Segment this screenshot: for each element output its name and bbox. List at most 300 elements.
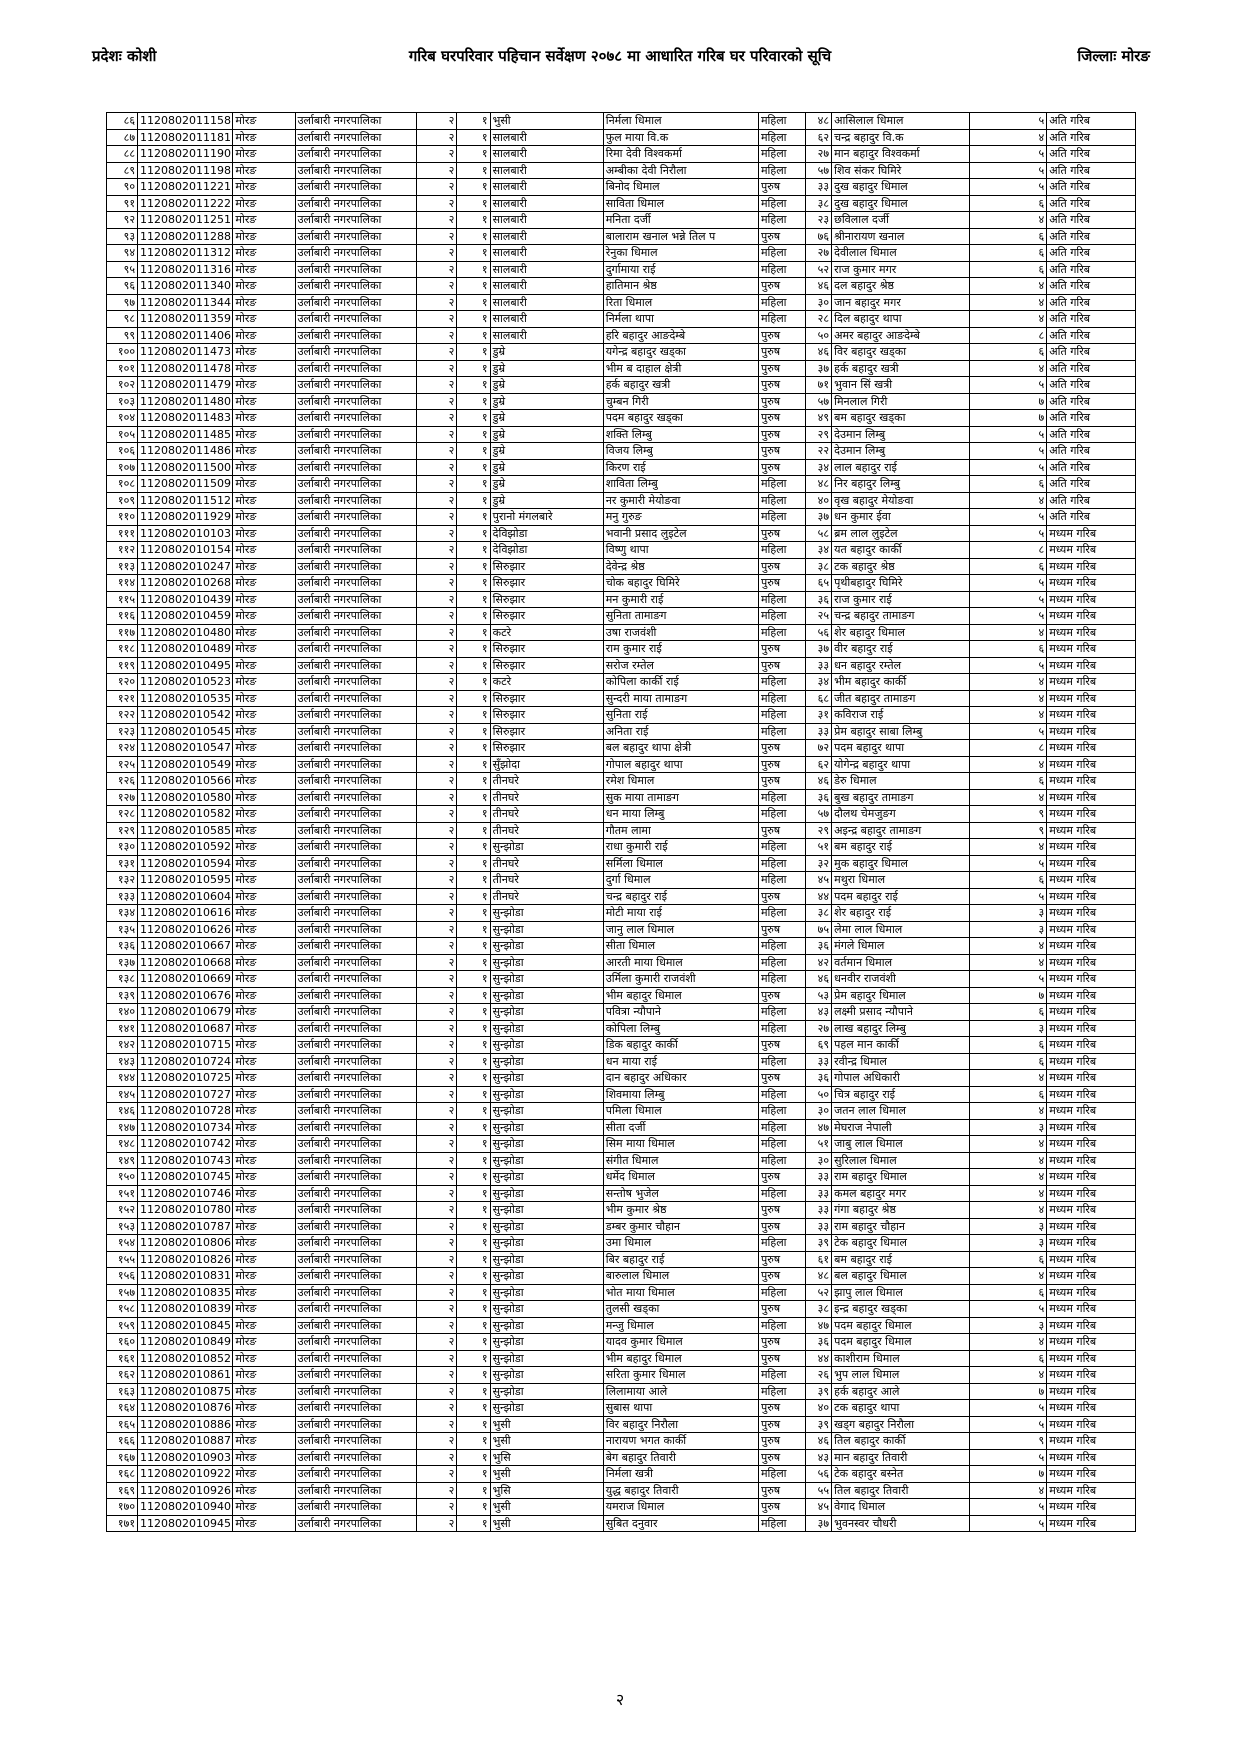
ward-cell: २ (417, 492, 457, 509)
age-cell: ५६ (805, 624, 832, 641)
serial-no-cell: १५१ (107, 1185, 138, 1202)
tole-cell: सुन्झोडा (490, 1152, 603, 1169)
serial-no-cell: ११८ (107, 641, 138, 658)
father-name-cell: अइन्द्र बहादुर तामाङग (832, 822, 969, 839)
poverty-category-cell: मध्यम गरिब (1047, 1284, 1136, 1301)
gender-cell: महिला (758, 542, 805, 559)
serial-no-cell: ११४ (107, 575, 138, 592)
father-name-cell: मान बहादुर विश्वकर्मा (832, 146, 969, 163)
age-cell: ५७ (805, 162, 832, 179)
respondent-name-cell: भीम कुमार श्रेष्ठ (603, 1202, 758, 1219)
respondent-name-cell: बिर बहादुर राई (603, 1251, 758, 1268)
table-row (107, 1235, 1136, 1252)
serial-no-cell: १३५ (107, 921, 138, 938)
family-size-cell: ९ (969, 822, 1047, 839)
sub-ward-cell: १ (457, 1235, 490, 1252)
respondent-name-cell: मनिता दर्जी (603, 212, 758, 229)
ward-cell: २ (417, 806, 457, 823)
table-row (107, 1433, 1136, 1450)
gender-cell: पुरुष (758, 1334, 805, 1351)
gender-cell: पुरुष (758, 179, 805, 196)
tole-cell: सिरुझार (490, 641, 603, 658)
respondent-name-cell: बिनोद धिमाल (603, 179, 758, 196)
family-size-cell: ५ (969, 1400, 1047, 1417)
household-id-cell: 1120802011480 (138, 393, 233, 410)
sub-ward-cell: १ (457, 657, 490, 674)
poverty-category-cell: मध्यम गरिब (1047, 1499, 1136, 1516)
poverty-category-cell: मध्यम गरिब (1047, 1449, 1136, 1466)
age-cell: ३७ (805, 360, 832, 377)
tole-cell: सिरुझार (490, 575, 603, 592)
poverty-category-cell: मध्यम गरिब (1047, 1169, 1136, 1186)
table-row (107, 377, 1136, 394)
family-size-cell: ५ (969, 443, 1047, 460)
table-row (107, 1301, 1136, 1318)
district-cell: मोरङ (233, 377, 295, 394)
age-cell: ४९ (805, 410, 832, 427)
father-name-cell: पदम बहादुर धिमाल (832, 1334, 969, 1351)
district-label: जिल्लाः मोरङ (1077, 47, 1150, 65)
ward-cell: २ (417, 542, 457, 559)
age-cell: ३६ (805, 938, 832, 955)
gender-cell: महिला (758, 591, 805, 608)
respondent-name-cell: सिम माया धिमाल (603, 1136, 758, 1153)
household-id-cell: 1120802011512 (138, 492, 233, 509)
table-row (107, 822, 1136, 839)
father-name-cell: मुक बहादुर धिमाल (832, 855, 969, 872)
age-cell: २७ (805, 245, 832, 262)
ward-cell: २ (417, 476, 457, 493)
respondent-name-cell: राम कुमार राई (603, 641, 758, 658)
poverty-category-cell: मध्यम गरिब (1047, 1251, 1136, 1268)
district-cell: मोरङ (233, 591, 295, 608)
ward-cell: २ (417, 773, 457, 790)
age-cell: ५२ (805, 261, 832, 278)
household-id-cell: 1120802010852 (138, 1350, 233, 1367)
serial-no-cell: १३० (107, 839, 138, 856)
gender-cell: महिला (758, 294, 805, 311)
district-cell: मोरङ (233, 1334, 295, 1351)
poverty-category-cell: मध्यम गरिब (1047, 1070, 1136, 1087)
ward-cell: २ (417, 1070, 457, 1087)
serial-no-cell: १०९ (107, 492, 138, 509)
respondent-name-cell: युद्ध बहादुर तिवारी (603, 1482, 758, 1499)
municipality-cell: उर्लाबारी नगरपालिका (295, 327, 417, 344)
gender-cell: पुरुष (758, 740, 805, 757)
household-id-cell: 1120802010459 (138, 608, 233, 625)
age-cell: ३७ (805, 1515, 832, 1532)
age-cell: ३८ (805, 558, 832, 575)
poverty-category-cell: अति गरिब (1047, 426, 1136, 443)
municipality-cell: उर्लाबारी नगरपालिका (295, 542, 417, 559)
age-cell: ३३ (805, 723, 832, 740)
gender-cell: पुरुष (758, 1449, 805, 1466)
municipality-cell: उर्लाबारी नगरपालिका (295, 261, 417, 278)
poverty-category-cell: अति गरिब (1047, 311, 1136, 328)
respondent-name-cell: बारुलाल धिमाल (603, 1268, 758, 1285)
municipality-cell: उर्लाबारी नगरपालिका (295, 1119, 417, 1136)
poverty-category-cell: मध्यम गरिब (1047, 1268, 1136, 1285)
household-table (106, 112, 1136, 1532)
poverty-category-cell: मध्यम गरिब (1047, 674, 1136, 691)
serial-no-cell: १६२ (107, 1367, 138, 1384)
age-cell: ३९ (805, 1416, 832, 1433)
municipality-cell: उर्लाबारी नगरपालिका (295, 806, 417, 823)
family-size-cell: ४ (969, 492, 1047, 509)
gender-cell: पुरुष (758, 1251, 805, 1268)
respondent-name-cell: देवेन्द्र श्रेष्ठ (603, 558, 758, 575)
municipality-cell: उर्लाबारी नगरपालिका (295, 1185, 417, 1202)
household-id-cell: 1120802010616 (138, 905, 233, 922)
district-cell: मोरङ (233, 311, 295, 328)
respondent-name-cell: डिक बहादुर कार्की (603, 1037, 758, 1054)
municipality-cell: उर्लाबारी नगरपालिका (295, 1499, 417, 1516)
household-id-cell: 1120802010787 (138, 1218, 233, 1235)
poverty-category-cell: मध्यम गरिब (1047, 1004, 1136, 1021)
household-id-cell: 1120802011483 (138, 410, 233, 427)
family-size-cell: ४ (969, 756, 1047, 773)
poverty-category-cell: मध्यम गरिब (1047, 1103, 1136, 1120)
gender-cell: महिला (758, 1235, 805, 1252)
poverty-category-cell: मध्यम गरिब (1047, 789, 1136, 806)
ward-cell: २ (417, 1466, 457, 1483)
serial-no-cell: ९३ (107, 228, 138, 245)
poverty-category-cell: मध्यम गरिब (1047, 525, 1136, 542)
age-cell: ४८ (805, 476, 832, 493)
sub-ward-cell: १ (457, 608, 490, 625)
sub-ward-cell: १ (457, 641, 490, 658)
household-id-cell: 1120802010745 (138, 1169, 233, 1186)
serial-no-cell: १०४ (107, 410, 138, 427)
family-size-cell: ४ (969, 1169, 1047, 1186)
district-cell: मोरङ (233, 1301, 295, 1318)
tole-cell: सिरुझार (490, 657, 603, 674)
poverty-category-cell: अति गरिब (1047, 492, 1136, 509)
father-name-cell: चन्द्र बहादुर वि.क (832, 129, 969, 146)
family-size-cell: ६ (969, 1037, 1047, 1054)
father-name-cell: राम बहादुर चौहान (832, 1218, 969, 1235)
sub-ward-cell: १ (457, 987, 490, 1004)
father-name-cell: भीम बहादुर कार्की (832, 674, 969, 691)
municipality-cell: उर्लाबारी नगरपालिका (295, 1136, 417, 1153)
father-name-cell: यत बहादुर कार्की (832, 542, 969, 559)
serial-no-cell: १६७ (107, 1449, 138, 1466)
municipality-cell: उर्लाबारी नगरपालिका (295, 1053, 417, 1070)
ward-cell: २ (417, 1383, 457, 1400)
district-cell: मोरङ (233, 1086, 295, 1103)
household-id-cell: 1120802010715 (138, 1037, 233, 1054)
sub-ward-cell: १ (457, 459, 490, 476)
father-name-cell: राम बहादुर धिमाल (832, 1169, 969, 1186)
family-size-cell: ६ (969, 245, 1047, 262)
father-name-cell: सुरिलाल धिमाल (832, 1152, 969, 1169)
age-cell: ५० (805, 327, 832, 344)
municipality-cell: उर्लाबारी नगरपालिका (295, 839, 417, 856)
father-name-cell: छविलाल दर्जी (832, 212, 969, 229)
household-id-cell: 1120802010875 (138, 1383, 233, 1400)
district-cell: मोरङ (233, 129, 295, 146)
ward-cell: २ (417, 1136, 457, 1153)
household-id-cell: 1120802010582 (138, 806, 233, 823)
father-name-cell: भुप लाल धिमाल (832, 1367, 969, 1384)
father-name-cell: तिल बहादुर कार्की (832, 1433, 969, 1450)
municipality-cell: उर्लाबारी नगरपालिका (295, 344, 417, 361)
respondent-name-cell: नारायण भगत कार्की (603, 1433, 758, 1450)
poverty-category-cell: अति गरिब (1047, 459, 1136, 476)
serial-no-cell: १०२ (107, 377, 138, 394)
tole-cell: सालबारी (490, 311, 603, 328)
serial-no-cell: ११६ (107, 608, 138, 625)
age-cell: ४६ (805, 1433, 832, 1450)
father-name-cell: बम बहादुर खड्का (832, 410, 969, 427)
father-name-cell: लाल बहादुर राई (832, 459, 969, 476)
sub-ward-cell: १ (457, 1367, 490, 1384)
municipality-cell: उर्लाबारी नगरपालिका (295, 459, 417, 476)
father-name-cell: वेगाद धिमाल (832, 1499, 969, 1516)
poverty-category-cell: मध्यम गरिब (1047, 1086, 1136, 1103)
father-name-cell: बल बहादुर धिमाल (832, 1268, 969, 1285)
respondent-name-cell: धर्मेद धिमाल (603, 1169, 758, 1186)
serial-no-cell: ९८ (107, 311, 138, 328)
family-size-cell: ५ (969, 509, 1047, 526)
municipality-cell: उर्लाबारी नगरपालिका (295, 558, 417, 575)
household-id-cell: 1120802010728 (138, 1103, 233, 1120)
tole-cell: सुन्झोडा (490, 1202, 603, 1219)
father-name-cell: धन बहादुर रम्तेल (832, 657, 969, 674)
serial-no-cell: १५७ (107, 1284, 138, 1301)
respondent-name-cell: दुर्गा धिमाल (603, 872, 758, 889)
tole-cell: पुरानो मंगलबारे (490, 509, 603, 526)
serial-no-cell: १५० (107, 1169, 138, 1186)
district-cell: मोरङ (233, 393, 295, 410)
sub-ward-cell: १ (457, 839, 490, 856)
household-id-cell: 1120802010945 (138, 1515, 233, 1532)
tole-cell: सालबारी (490, 261, 603, 278)
poverty-category-cell: मध्यम गरिब (1047, 1334, 1136, 1351)
father-name-cell: कमल बहादुर मगर (832, 1185, 969, 1202)
tole-cell: डुम्रे (490, 476, 603, 493)
ward-cell: २ (417, 443, 457, 460)
ward-cell: २ (417, 1515, 457, 1532)
municipality-cell: उर्लाबारी नगरपालिका (295, 641, 417, 658)
serial-no-cell: १३७ (107, 954, 138, 971)
gender-cell: पुरुष (758, 377, 805, 394)
father-name-cell: बुख बहादुर तामाङग (832, 789, 969, 806)
respondent-name-cell: मनु गुरुङ (603, 509, 758, 526)
respondent-name-cell: साविता धिमाल (603, 195, 758, 212)
serial-no-cell: १२६ (107, 773, 138, 790)
ward-cell: २ (417, 1020, 457, 1037)
municipality-cell: उर्लाबारी नगरपालिका (295, 1416, 417, 1433)
father-name-cell: बम बहादुर राई (832, 839, 969, 856)
sub-ward-cell: १ (457, 377, 490, 394)
table-row (107, 608, 1136, 625)
household-id-cell: 1120802011359 (138, 311, 233, 328)
table-row (107, 393, 1136, 410)
respondent-name-cell: मन्जु धिमाल (603, 1317, 758, 1334)
tole-cell: सालबारी (490, 294, 603, 311)
father-name-cell: देउमान लिम्बु (832, 426, 969, 443)
respondent-name-cell: सर्मिला धिमाल (603, 855, 758, 872)
father-name-cell: धन कुमार ईवा (832, 509, 969, 526)
family-size-cell: ६ (969, 261, 1047, 278)
respondent-name-cell: सरोज रम्तेल (603, 657, 758, 674)
ward-cell: २ (417, 1169, 457, 1186)
respondent-name-cell: भवानी प्रसाद लुइटेल (603, 525, 758, 542)
tole-cell: सुन्झोडा (490, 1053, 603, 1070)
family-size-cell: ७ (969, 393, 1047, 410)
age-cell: ४२ (805, 954, 832, 971)
poverty-category-cell: मध्यम गरिब (1047, 1301, 1136, 1318)
serial-no-cell: १४९ (107, 1152, 138, 1169)
sub-ward-cell: १ (457, 113, 490, 130)
age-cell: ४४ (805, 888, 832, 905)
tole-cell: डुम्रे (490, 377, 603, 394)
sub-ward-cell: १ (457, 360, 490, 377)
table-body (107, 113, 1136, 1532)
table-row (107, 327, 1136, 344)
respondent-name-cell: चुम्बन गिरी (603, 393, 758, 410)
sub-ward-cell: १ (457, 954, 490, 971)
page-number: २ (615, 1690, 625, 1709)
poverty-category-cell: मध्यम गरिब (1047, 1185, 1136, 1202)
municipality-cell: उर्लाबारी नगरपालिका (295, 987, 417, 1004)
poverty-category-cell: मध्यम गरिब (1047, 905, 1136, 922)
household-id-cell: 1120802010922 (138, 1466, 233, 1483)
father-name-cell: प्रेम बहादुर धिमाल (832, 987, 969, 1004)
poverty-category-cell: मध्यम गरिब (1047, 624, 1136, 641)
serial-no-cell: १४८ (107, 1136, 138, 1153)
age-cell: २८ (805, 311, 832, 328)
municipality-cell: उर्लाबारी नगरपालिका (295, 212, 417, 229)
municipality-cell: उर्लाबारी नगरपालिका (295, 1037, 417, 1054)
respondent-name-cell: निर्मला खत्री (603, 1466, 758, 1483)
district-cell: मोरङ (233, 1466, 295, 1483)
respondent-name-cell: राधा कुमारी राई (603, 839, 758, 856)
municipality-cell: उर्लाबारी नगरपालिका (295, 690, 417, 707)
district-cell: मोरङ (233, 476, 295, 493)
municipality-cell: उर्लाबारी नगरपालिका (295, 1284, 417, 1301)
poverty-category-cell: अति गरिब (1047, 146, 1136, 163)
tole-cell: तीनघरे (490, 773, 603, 790)
poverty-category-cell: मध्यम गरिब (1047, 1235, 1136, 1252)
father-name-cell: गंगा बहादुर श्रेष्ठ (832, 1202, 969, 1219)
family-size-cell: ६ (969, 228, 1047, 245)
family-size-cell: ४ (969, 1367, 1047, 1384)
gender-cell: महिला (758, 1185, 805, 1202)
municipality-cell: उर्लाबारी नगरपालिका (295, 575, 417, 592)
tole-cell: सुन्झोडा (490, 971, 603, 988)
municipality-cell: उर्लाबारी नगरपालिका (295, 888, 417, 905)
sub-ward-cell: १ (457, 1334, 490, 1351)
age-cell: २२ (805, 443, 832, 460)
father-name-cell: मथुरा धिमाल (832, 872, 969, 889)
table-row (107, 212, 1136, 229)
gender-cell: महिला (758, 608, 805, 625)
household-id-cell: 1120802010268 (138, 575, 233, 592)
respondent-name-cell: शाविता लिम्बु (603, 476, 758, 493)
household-id-cell: 1120802010849 (138, 1334, 233, 1351)
municipality-cell: उर्लाबारी नगरपालिका (295, 624, 417, 641)
father-name-cell: पृथीबहादुर घिमिरे (832, 575, 969, 592)
page-title: गरिब घरपरिवार पहिचान सर्वेक्षण २०७८ मा आधारित गरिब घर परिवारको सूचि (408, 47, 832, 65)
ward-cell: २ (417, 245, 457, 262)
tole-cell: सालबारी (490, 146, 603, 163)
district-cell: मोरङ (233, 1202, 295, 1219)
household-id-cell: 1120802011473 (138, 344, 233, 361)
table-row (107, 509, 1136, 526)
age-cell: ५६ (805, 1466, 832, 1483)
family-size-cell: ४ (969, 294, 1047, 311)
serial-no-cell: १११ (107, 525, 138, 542)
father-name-cell: राज कुमार मगर (832, 261, 969, 278)
table-row (107, 872, 1136, 889)
father-name-cell: श्रीनारायण खनाल (832, 228, 969, 245)
gender-cell: पुरुष (758, 459, 805, 476)
household-id-cell: 1120802010903 (138, 1449, 233, 1466)
sub-ward-cell: १ (457, 1449, 490, 1466)
family-size-cell: ६ (969, 1053, 1047, 1070)
gender-cell: महिला (758, 162, 805, 179)
family-size-cell: ४ (969, 1070, 1047, 1087)
household-id-cell: 1120802011344 (138, 294, 233, 311)
poverty-category-cell: मध्यम गरिब (1047, 1317, 1136, 1334)
respondent-name-cell: सरिता कुमार धिमाल (603, 1367, 758, 1384)
ward-cell: २ (417, 789, 457, 806)
ward-cell: २ (417, 872, 457, 889)
household-id-cell: 1120802010103 (138, 525, 233, 542)
serial-no-cell: १५८ (107, 1301, 138, 1318)
ward-cell: २ (417, 459, 457, 476)
ward-cell: २ (417, 1416, 457, 1433)
family-size-cell: ४ (969, 1482, 1047, 1499)
age-cell: ४० (805, 492, 832, 509)
tole-cell: सालबारी (490, 162, 603, 179)
municipality-cell: उर्लाबारी नगरपालिका (295, 1466, 417, 1483)
gender-cell: पुरुष (758, 1037, 805, 1054)
tole-cell: सिरुझार (490, 740, 603, 757)
gender-cell: पुरुष (758, 558, 805, 575)
table-row (107, 707, 1136, 724)
father-name-cell: आसिलाल धिमाल (832, 113, 969, 130)
tole-cell: सुन्झोडा (490, 1004, 603, 1021)
serial-no-cell: १३१ (107, 855, 138, 872)
district-cell: मोरङ (233, 195, 295, 212)
family-size-cell: ६ (969, 872, 1047, 889)
tole-cell: भुसी (490, 113, 603, 130)
district-cell: मोरङ (233, 1367, 295, 1384)
family-size-cell: ५ (969, 1416, 1047, 1433)
sub-ward-cell: १ (457, 179, 490, 196)
table-row (107, 1317, 1136, 1334)
sub-ward-cell: १ (457, 492, 490, 509)
family-size-cell: ५ (969, 1499, 1047, 1516)
ward-cell: २ (417, 228, 457, 245)
family-size-cell: ८ (969, 542, 1047, 559)
age-cell: ४६ (805, 971, 832, 988)
ward-cell: २ (417, 1119, 457, 1136)
poverty-category-cell: मध्यम गरिब (1047, 822, 1136, 839)
serial-no-cell: १३९ (107, 987, 138, 1004)
sub-ward-cell: १ (457, 1350, 490, 1367)
district-cell: मोरङ (233, 294, 295, 311)
ward-cell: २ (417, 1433, 457, 1450)
age-cell: ३८ (805, 905, 832, 922)
municipality-cell: उर्लाबारी नगरपालिका (295, 1334, 417, 1351)
family-size-cell: ५ (969, 179, 1047, 196)
age-cell: ४६ (805, 773, 832, 790)
sub-ward-cell: १ (457, 1136, 490, 1153)
